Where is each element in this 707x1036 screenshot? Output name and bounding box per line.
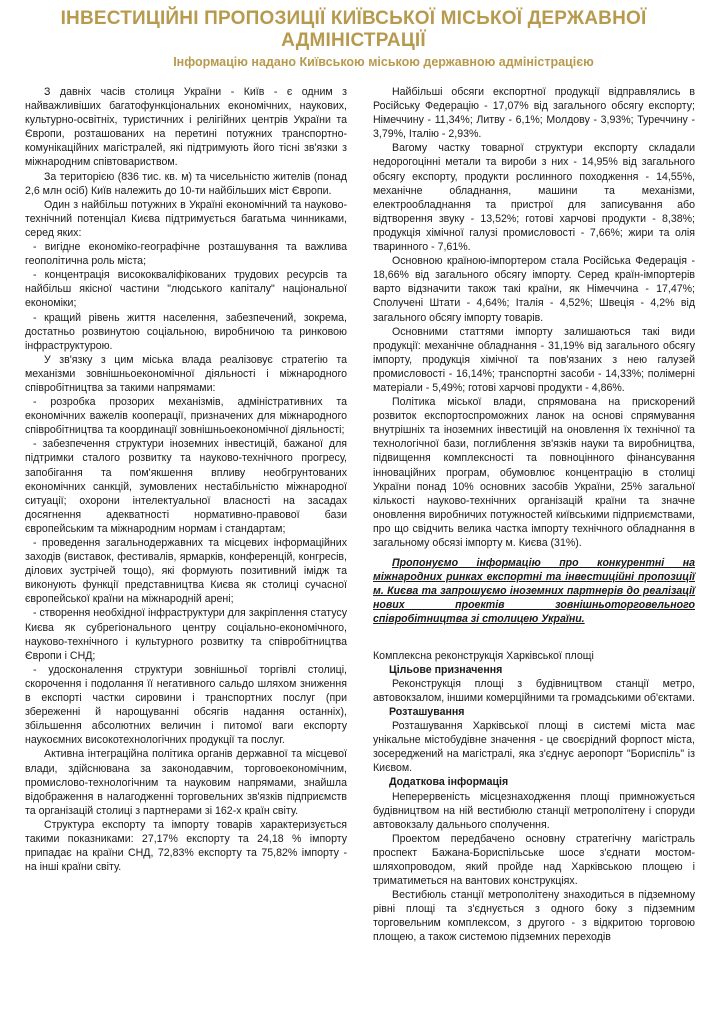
page-header <box>0 0 707 70</box>
bullet-paragraph: - концентрація висококваліфікованих трудових ресурсів та найбільш якісної частини "людського капіталу" національної економіки; <box>25 269 347 310</box>
paragraph: Основними статтями імпорту залишаються такі види продукції: механічне обладнання - 31,19% від загального обсягу імпорту, продукція хімічної та пов'язаних з нею галузей промисловості - 16,14%; транспортні засоби - 14,33%; полімерні матеріали - 5,49%; готові харчові продукти - 4,86%. <box>373 325 695 394</box>
paragraph: Найбільші обсяги експортної продукції відправлялись в Російську Федерацію - 17,07% від загального обсягу експорту; Німеччину - 11,34%; Литву - 6,1%; Молдову - 3,93%; Туреччину - 3,79%, Італію - 2,93%. <box>373 86 695 141</box>
page-title: ІНВЕСТИЦІЙНІ ПРОПОЗИЦІЇ КИЇВСЬКОЇ МІСЬКОЇ ДЕРЖАВНОЇ АДМІНІСТРАЦІЇ <box>60 8 647 51</box>
paragraph: Вестибюль станції метрополітену знаходиться в підземному рівні площі та з'єднується з одного боку з підземним торговельним комплексом, з другого - з відкритою торговою площею, а також системою підземних переходів <box>373 889 695 944</box>
bullet-paragraph: - забезпечення структури іноземних інвестицій, бажаної для підтримки сталого розвитку та науково-технічного прогресу, запобігання та пом'якшення впливу необгрунтованих економічних санкцій, зумовлених нестабільністю міжнародної ситуації; охорони інтелектуальної власності на засадах досягнення адекватності нормативно-правової бази європейським та міжнародним нормам і стандартам; <box>25 438 347 535</box>
paragraph: За територією (836 тис. кв. м) та чисельністю жителів (понад 2,6 млн осіб) Київ належить до 10-ти найбільших міст Європи. <box>25 170 347 197</box>
bullet-paragraph: - проведення загальнодержавних та місцевих інформаційних заходів (виставок, фестивалів, ярмарків, конференцій, конгресів, ділових зустрічей тощо), які формують позитивний імідж та виконують функції представництва Києва як столиці сучасної європейської країни на міжнародній арені; <box>25 537 347 606</box>
section-heading: Розташування <box>389 705 465 718</box>
paragraph: Структура експорту та імпорту товарів характеризується такими показниками: 27,17% експорту та 24,18 % імпорту припадає на країни СНД, 72,83% експорту та 75,82% імпорту - на інші країни світу. <box>25 818 347 874</box>
left-column <box>25 85 347 945</box>
paragraph: Основною країною-імпортером стала Російська Федерація - 18,66% від загального обсягу імпорту. Серед країн-імпортерів варто відзначити також такі країни, як Німеччина - 17,47%; Сполучені Штати - 4,64%; Італія - 4,52%; Швеція - 4,2% від загального обсягу імпорту товарів. <box>373 255 695 324</box>
section-heading: Цільове призначення <box>389 663 503 676</box>
page-subtitle: Інформацію надано Київською міською державною адміністрацією <box>173 55 594 69</box>
section-heading: Додаткова інформація <box>389 776 509 789</box>
paragraph: З давніх часів столиця України - Київ - є одним з найважливіших багатофункціональних економічних, наукових, культурно-освітніх, туристичних і релігійних центрів України та Європи, розташованих на перетині потужних транспортно-комунікаційних магістралей, які підтримують його тісні зв'язки з міжнародним співтовариством. <box>25 86 347 169</box>
paragraph: Проектом передбачено основну стратегічну магістраль проспект Бажана-Бориспільське шосе з'єднати мостом-шляхопроводом, який пройде над Харківською площею і триматиметься на вантових конструкціях. <box>373 832 695 888</box>
bullet-paragraph: - вигідне економіко-географічне розташування та важлива геополітична роль міста; <box>25 241 347 268</box>
bullet-paragraph: - розробка прозорих механізмів, адміністративних та економічних важелів кооперації, призначених для міжнародного співробітництва та координації зовнішньоекономічної діяльності; <box>25 396 347 437</box>
paragraph: Активна інтеграційна політика органів державної та місцевої влади, здійснювана за законодавчим, торговоекономічним, промислово-технологічним та науковим напрямами, знайшла відображення в налагодженні торговельних зв'язків підприємств та організацій столиці з партнерами зі 162-х країн світу. <box>25 748 347 817</box>
paragraph: Вагому частку товарної структури експорту складали недорогоцінні метали та вироби з них - 14,95% від загального обсягу експорту, продукти рослинного походження - 14,55%, механічне обладнання, машини та механізми, електрообладнання та пристрої для записування або відтворення звуку - 13,52%; готові харчові продукти - 8,38%; продукція хімічної галузі промисловості - 7,66%; жири та олія тваринного - 7,61%. <box>373 142 695 254</box>
right-column <box>373 85 695 945</box>
paragraph: Неперервеність місцезнаходження площі примножується будівництвом на ній вестибюлю станції метрополітену і споруди автовокзалу дальнього сполучення. <box>373 790 695 831</box>
paragraph: Реконструкція площі з будівництвом станції метро, автовокзалом, іншими комерційними та громадськими об'єктами. <box>373 677 695 704</box>
paragraph: Один з найбільш потужних в Україні економічний та науково-технічний потенціал Києва підтримується багатьма чинниками, серед яких: <box>25 198 347 239</box>
highlight-paragraph: Пропонуємо інформацію про конкурентні на міжнародних ринках експортні та інвестиційні пропозиції м. Києва та запрошуємо іноземних партнерів до реалізації нових проектів зовнішньоторговельного співробітництва зі столицею України. <box>373 557 695 626</box>
text-columns <box>25 85 695 945</box>
bullet-paragraph: - удосконалення структури зовнішньої торгівлі столиці, скорочення і подолання її негативного сальдо шляхом зниження в експорті частки сировини і транспортних послуг (при збереженні й нарощуванні обсягів надання останніх), збільшення абсолютних величин і питомої ваги експорту наукоємних високотехнологічних продукції та послуг. <box>25 663 347 747</box>
bullet-paragraph: - кращий рівень життя населення, забезпечений, зокрема, достатньо розвинутою соціальною, виробничою та ринковою інфраструктурою. <box>25 311 347 352</box>
paragraph: Розташування Харківської площі в системі міста має унікальне містобудівне значення - це своєрідний форпост міста, зосереджений на магістралі, яка з'єднує аеропорт "Бориспіль" із Києвом. <box>373 720 695 775</box>
bullet-paragraph: - створення необхідної інфраструктури для закріплення статусу Києва як субрегіонального центру соціально-економічного, науково-технічного і культурного розвитку та співробітництва Європи і СНД; <box>25 607 347 662</box>
section-title: Комплексна реконструкція Харківської площі <box>373 649 594 662</box>
paragraph: Політика міської влади, спрямована на прискорений розвиток експортоспроможних ланок на основі спрямування внутрішніх та іноземних інвестицій на оновлення їх технічної та технологічної бази, поглиблення зв'язків науки та виробництва, підвищення комплексності та повноцінного фінансування інноваційних програм, обумовлює концентрацію в столиці України понад 10% основних засобів України, 25% загальної кількості науково-технічних організацій країни та значне оновлення виробничих потужностей київськими підприємствами, про що свідчить велика частка імпорту технічного обладнання в загальному обсязі імпорту м. Києва (31%). <box>373 396 695 549</box>
paragraph: У зв'язку з цим міська влада реалізовує стратегію та механізми зовнішньоекономічної діяльності і міжнародного співробітництва за такими напрямами: <box>25 353 347 394</box>
